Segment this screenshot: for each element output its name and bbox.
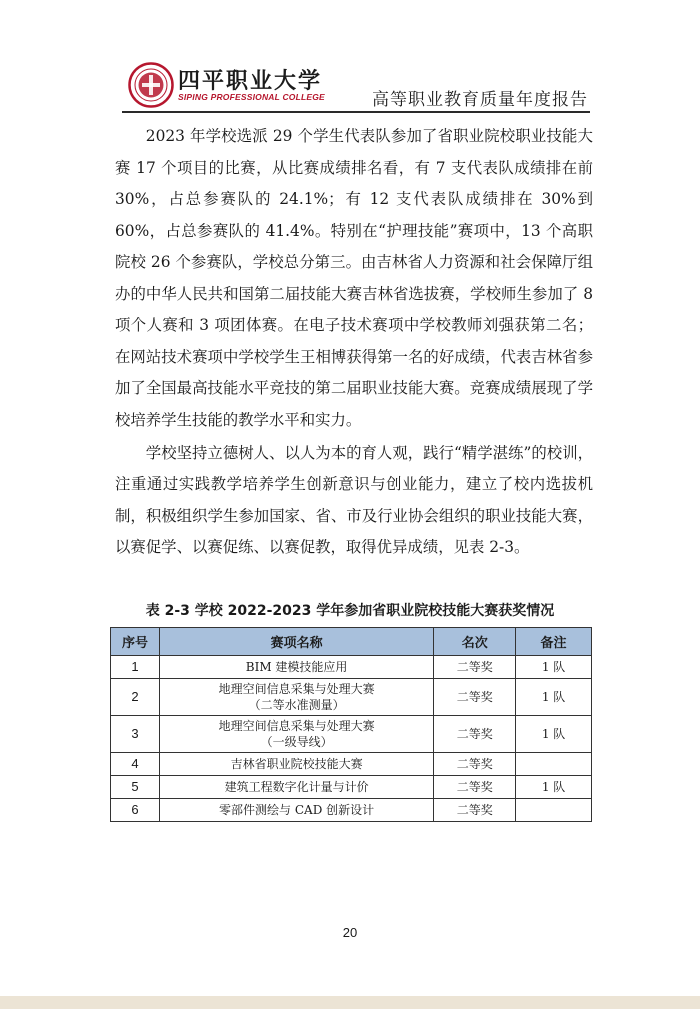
name-subline: （二等水准测量） — [248, 698, 345, 712]
cell-note: 1 队 — [516, 716, 592, 753]
cell-name — [159, 776, 433, 799]
cell-no: 2 — [111, 679, 160, 716]
cell-note: 1 队 — [516, 656, 592, 679]
awards-table — [110, 627, 592, 822]
cell-name — [159, 753, 433, 776]
table-row — [111, 716, 592, 753]
body-text — [115, 121, 593, 565]
logo-english: SIPING PROFESSIONAL COLLEGE — [178, 92, 325, 102]
cell-no: 4 — [111, 753, 160, 776]
table-row — [111, 776, 592, 799]
column-header: 序号 — [111, 628, 160, 656]
page-header — [0, 0, 700, 116]
table-row — [111, 753, 592, 776]
name-line: 地理空间信息采集与处理大赛 — [218, 682, 375, 696]
column-header: 赛项名称 — [159, 628, 433, 656]
cell-no: 3 — [111, 716, 160, 753]
cell-rank: 二等奖 — [434, 753, 516, 776]
cell-note: 1 队 — [516, 679, 592, 716]
cell-note — [516, 753, 592, 776]
cell-note: 1 队 — [516, 776, 592, 799]
cell-no: 1 — [111, 656, 160, 679]
column-header: 名次 — [434, 628, 516, 656]
column-header: 备注 — [516, 628, 592, 656]
cell-rank: 二等奖 — [434, 799, 516, 822]
cell-name — [159, 656, 433, 679]
name-line: 建筑工程数字化计量与计价 — [224, 780, 369, 794]
name-subline: （一级导线） — [260, 735, 333, 749]
cell-name — [159, 799, 433, 822]
cell-no: 5 — [111, 776, 160, 799]
cell-note — [516, 799, 592, 822]
logo-name: 四平职业大学 — [178, 69, 323, 94]
table-row — [111, 656, 592, 679]
name-line: 零部件测绘与 CAD 创新设计 — [219, 803, 375, 817]
cell-no: 6 — [111, 799, 160, 822]
name-line: 地理空间信息采集与处理大赛 — [218, 719, 375, 733]
paragraph: 2023 年学校选派 29 个学生代表队参加了省职业院校职业技能大赛 17 个项目的比赛，从比赛成绩排名看，有 7 支代表队成绩排在前 30%，占总参赛队的 24.1%；有 12 支代表队成绩排在 30%到 60%，占总参赛队的 41.4%。特别在“护理技能”赛项中，13 个高职院校 26 个参赛队，学校总分第三。由吉林省人力资源和社会保障厅组办的中华人民共和国第二届技能大赛吉林省选拔赛，学校师生参加了 8 项个人赛和 3 项团体赛。在电子技术赛项中学校教师刘强获第二名；在网站技术赛项中学校学生王相博获得第一名的好成绩，代表吉林省参加了全国最高技能水平竞技的第二届职业技能大赛。竞赛成绩展现了学校培养学生技能的教学水平和实力。 — [115, 127, 593, 429]
table-header-row — [111, 628, 592, 656]
cell-rank: 二等奖 — [434, 679, 516, 716]
cell-rank: 二等奖 — [434, 776, 516, 799]
table-row — [111, 799, 592, 822]
college-seal-icon — [128, 62, 174, 108]
table-caption: 表 2-3 学校 2022-2023 学年参加省职业院校技能大赛获奖情况 — [145, 603, 555, 619]
table-row — [111, 679, 592, 716]
page-number: 20 — [342, 925, 358, 940]
cell-name — [159, 679, 433, 716]
cell-rank: 二等奖 — [434, 656, 516, 679]
header-divider — [122, 111, 590, 113]
paragraph: 学校坚持立德树人、以人为本的育人观，践行“精学湛练”的校训，注重通过实践教学培养学生创新意识与创业能力，建立了校内选拔机制，积极组织学生参加国家、省、市及行业协会组织的职业技能大赛，以赛促学、以赛促练、以赛促教，取得优异成绩，见表 2-3。 — [115, 443, 593, 556]
name-line: BIM 建模技能应用 — [245, 660, 348, 674]
cell-name — [159, 716, 433, 753]
cell-rank: 二等奖 — [434, 716, 516, 753]
page-bottom-band — [0, 996, 700, 1009]
name-line: 吉林省职业院校技能大赛 — [230, 757, 363, 771]
report-title: 高等职业教育质量年度报告 — [372, 90, 588, 110]
